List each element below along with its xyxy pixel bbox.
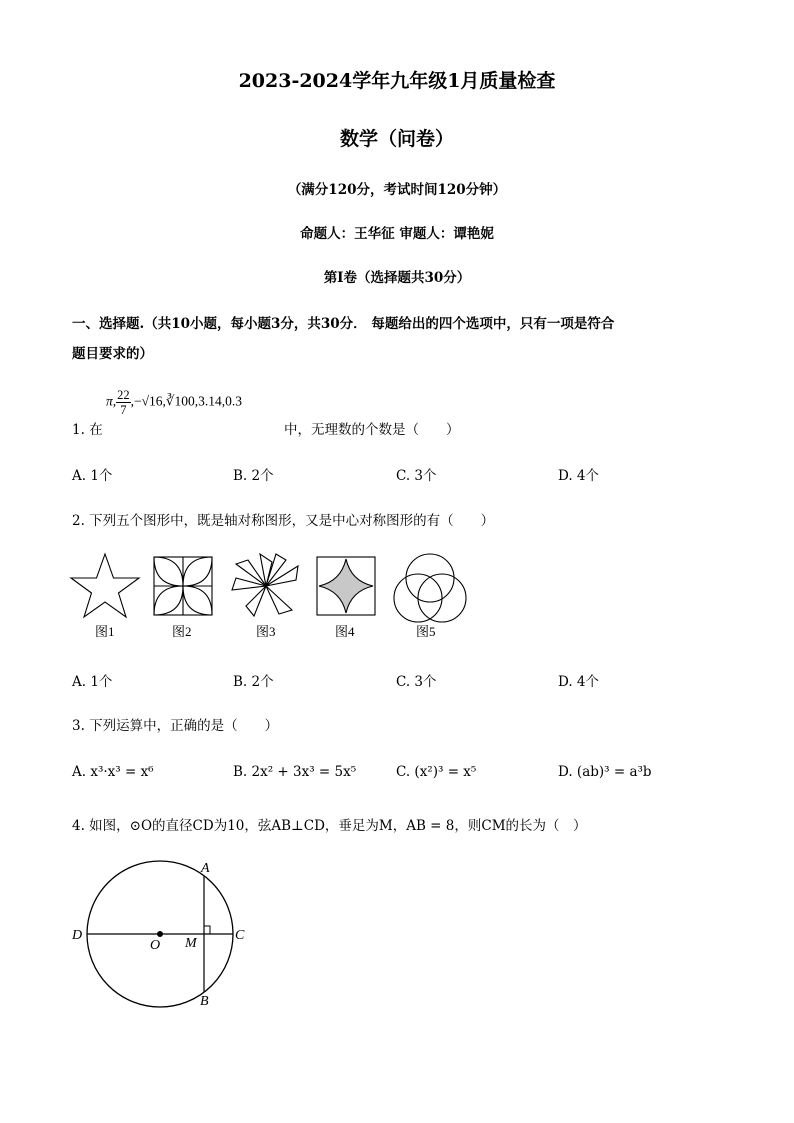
figure5-three-circles: [394, 554, 466, 622]
q2-text: 2. 下列五个图形中，既是轴对称图形，又是中心对称图形的有（ ）: [72, 513, 495, 529]
q1-number: 1.: [72, 422, 85, 438]
q3-option-a: A. x³·x³ = x⁶: [72, 764, 154, 780]
figure3-pinwheel: [232, 554, 298, 616]
figure4-shaded-astroid: [317, 557, 375, 615]
q3-option-c: C. (x²)³ = x⁵: [396, 764, 477, 780]
q3-option-b: B. 2x² + 3x³ = 5x⁵: [233, 764, 357, 780]
center-point-o: [157, 931, 163, 937]
q1-prefix: 在: [89, 422, 103, 438]
score-note: （满分120分，考试时间120分钟）: [287, 182, 507, 198]
q1-expr-pi: π,: [106, 393, 117, 409]
label-a: A: [201, 861, 210, 876]
q1-fraction: [116, 388, 131, 417]
part-one-heading: 第Ⅰ卷（选择题共30分）: [323, 270, 471, 286]
q2-option-d: D. 4个: [558, 674, 600, 690]
q1-number-prefix: [72, 418, 103, 438]
q1-option-c: C. 3个: [396, 468, 437, 484]
q1-frac-den: 7: [120, 403, 127, 417]
figure1-star: [71, 554, 139, 617]
q3-option-d: D. (ab)³ = a³b: [558, 764, 652, 780]
figure4-label: 图4: [335, 624, 355, 639]
label-o: O: [150, 938, 161, 953]
exam-title: 2023-2024学年九年级1月质量检查: [238, 70, 556, 92]
q1-option-a: A. 1个: [72, 468, 113, 484]
figure1-label: 图1: [95, 624, 115, 639]
figure5-label: 图5: [416, 624, 436, 639]
q2-option-c: C. 3个: [396, 674, 437, 690]
q2-option-a: A. 1个: [72, 674, 113, 690]
figure3-label: 图3: [256, 624, 276, 639]
figure2-label: 图2: [172, 624, 192, 639]
exam-subtitle: 数学（问卷）: [339, 128, 454, 150]
q2-option-b: B. 2个: [233, 674, 274, 690]
label-c: C: [235, 928, 245, 943]
q1-suffix: 中，无理数的个数是（ ）: [284, 422, 460, 438]
q1-option-b: B. 2个: [233, 468, 274, 484]
q3-text: 3. 下列运算中，正确的是（ ）: [72, 718, 279, 734]
section-heading-line1: 一、选择题.（共10小题，每小题3分，共30分． 每题给出的四个选项中，只有一项是符合: [72, 316, 615, 332]
q1-frac-num: 22: [117, 388, 130, 402]
q1-expr-rest: ,−√16,∛100,3.14,0.3: [130, 393, 243, 409]
q2-figures: [66, 550, 476, 645]
authors-line: 命题人：王华征 审题人：谭艳妮: [300, 226, 494, 242]
section-heading-line2: 题目要求的）: [72, 346, 153, 362]
q4-text: 4. 如图，⊙O的直径CD为10，弦AB⊥CD，垂足为M，AB = 8，则CM的长为（ ）: [72, 818, 587, 834]
label-b: B: [200, 994, 209, 1009]
label-d: D: [72, 928, 83, 943]
q4-circle-diagram: [66, 852, 256, 1012]
figure2-square-petals: [154, 557, 212, 615]
q1-option-d: D. 4个: [558, 468, 600, 484]
right-angle-mark: [204, 926, 210, 934]
q1-expression: [106, 388, 242, 417]
label-m: M: [185, 936, 197, 951]
